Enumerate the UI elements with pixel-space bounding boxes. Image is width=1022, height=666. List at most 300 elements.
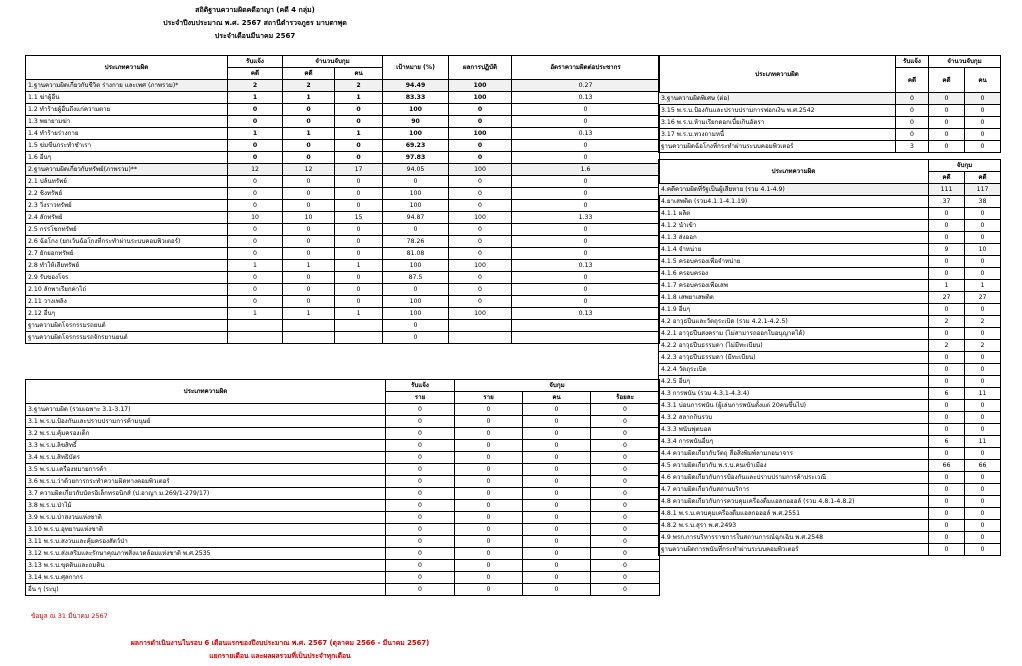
report-count: 0 [896, 93, 929, 105]
offence-name: 2.3 วิ่งราวทรัพย์ [26, 200, 228, 212]
table-row [26, 224, 660, 236]
crime-rate: 0 [512, 224, 660, 236]
table-row [659, 292, 1001, 304]
offence-name: 2.5 กรรโชกทรัพย์ [26, 224, 228, 236]
table-row [659, 400, 1001, 412]
arrest-case-count: 1 [929, 280, 965, 292]
table-row [26, 452, 660, 464]
arrest-count: 0 [455, 560, 523, 572]
person-count: 0 [523, 464, 591, 476]
arrest-count: 0 [455, 404, 523, 416]
target-percent: 94.87 [383, 212, 449, 224]
col-header-arrest-case: คดี [283, 68, 335, 80]
arrest-case-count: 0 [929, 268, 965, 280]
result-percent: 0 [449, 116, 512, 128]
report-count: 3 [896, 141, 929, 153]
result-line-1: ผลการดำเนินงานในรอบ 6 เดือนแรกของปีงบประมาณ พ.ศ. 2567 (ตุลาคม 2566 - มีนาคม 2567) [130, 639, 430, 647]
arrest-person-count: 0 [965, 352, 1001, 364]
report-count: 0 [386, 488, 455, 500]
offence-name: 4.2.2 อาวุธปืนธรรมดา (ไม่มีทะเบียน) [659, 340, 929, 352]
report-count: 0 [386, 536, 455, 548]
arrest-count: 0 [455, 512, 523, 524]
table-row [659, 196, 1001, 208]
special-offence-table [25, 379, 660, 596]
report-count: 0 [228, 116, 283, 128]
offence-name: 4.4 ความผิดเกี่ยวกับวัตถุ สื่อสิ่งพิมพ์ลามกอนาจาร [659, 448, 929, 460]
table-row [26, 152, 660, 164]
arrest-count: 0 [283, 224, 335, 236]
person-count: 1 [335, 260, 383, 272]
arrest-person-count: 0 [965, 472, 1001, 484]
report-count: 0 [386, 548, 455, 560]
person-count: 0 [523, 440, 591, 452]
offence-name: 4.3.4 การพนันอื่นๆ [659, 436, 929, 448]
crime-rate: 0 [512, 200, 660, 212]
offence-name: 4.1.4 จำหน่าย [659, 244, 929, 256]
offence-name: 4.2.4 วัตถุระเบิด [659, 364, 929, 376]
arrest-count: 0 [929, 93, 965, 105]
target-percent: 94.49 [383, 80, 449, 92]
target-percent: 0 [383, 284, 449, 296]
report-count: 0 [896, 105, 929, 117]
arrest-person-count: 0 [965, 256, 1001, 268]
offence-name: 2.6 ฉ้อโกง (ยกเว้นฉ้อโกงที่กระทำผ่านระบบคอมพิวเตอร์) [26, 236, 228, 248]
report-count: 0 [896, 117, 929, 129]
arrest-count: 0 [929, 129, 965, 141]
table-row [659, 105, 1001, 117]
result-percent: 0 [449, 104, 512, 116]
percent: 0 [591, 464, 660, 476]
arrest-person-count: 0 [965, 544, 1001, 556]
table-row [26, 80, 660, 92]
offence-name: 2.4 ลักทรัพย์ [26, 212, 228, 224]
result-percent: 0 [449, 248, 512, 260]
table-row [659, 520, 1001, 532]
report-count: 1 [228, 92, 283, 104]
result-percent: 0 [449, 152, 512, 164]
g3-header-report: รับแจ้ง [386, 380, 455, 392]
offence-name: 2.2 ชิงทรัพย์ [26, 188, 228, 200]
g3-header-arrest-item: ราย [455, 392, 523, 404]
arrest-count: 0 [455, 536, 523, 548]
crime-rate: 0.13 [512, 308, 660, 320]
table-row [26, 188, 660, 200]
report-count: 0 [228, 284, 283, 296]
table-row [26, 272, 660, 284]
person-count: 0 [523, 452, 591, 464]
person-count: 2 [335, 80, 383, 92]
table-row [26, 584, 660, 596]
r2-header-case: คดี [929, 172, 965, 184]
offence-name: 3.13 พ.ร.บ.ขุดดินและถมดิน [26, 560, 386, 572]
target-percent: 0 [383, 320, 449, 332]
arrest-count: 0 [455, 500, 523, 512]
arrest-case-count: 0 [929, 448, 965, 460]
table-row [659, 436, 1001, 448]
arrest-count: 0 [283, 140, 335, 152]
offence-name: 1.5 ข่มขืนกระทำชำเรา [26, 140, 228, 152]
arrest-count: 12 [283, 164, 335, 176]
arrest-person-count: 11 [965, 388, 1001, 400]
arrest-count: 0 [455, 524, 523, 536]
crime-rate: 0 [512, 248, 660, 260]
percent: 0 [591, 560, 660, 572]
offence-name: 4.8 ความผิดเกี่ยวกับการควบคุมเครื่องดื่มแอลกอฮอล์ (รวม 4.8.1-4.8.2) [659, 496, 929, 508]
offence-name: 3.8 พ.ร.บ.ป่าไม้ [26, 500, 386, 512]
percent: 0 [591, 512, 660, 524]
report-count: 0 [386, 524, 455, 536]
offence-name: 4.9 พรก.การบริหารราชการในสถานการณ์ฉุกเฉิน พ.ศ.2548 [659, 532, 929, 544]
offence-name: 4.ยาเสพติด (รวม4.1.1-4.1.19) [659, 196, 929, 208]
table-row [26, 140, 660, 152]
offence-name: 4.5 ความผิดเกี่ยวกับ พ.ร.บ.คนเข้าเมือง [659, 460, 929, 472]
result-percent: 0 [449, 296, 512, 308]
table-row [26, 116, 660, 128]
person-count: 0 [335, 284, 383, 296]
target-percent: 87.5 [383, 272, 449, 284]
person-count: 0 [523, 524, 591, 536]
arrest-case-count: 0 [929, 412, 965, 424]
offence-name: 1.1 ฆ่าผู้อื่น [26, 92, 228, 104]
report-count: 0 [386, 476, 455, 488]
arrest-person-count: 0 [965, 412, 1001, 424]
table-row [26, 440, 660, 452]
result-percent: 0 [449, 236, 512, 248]
crime-rate: 0 [512, 176, 660, 188]
arrest-count: 0 [455, 488, 523, 500]
crime-rate [512, 320, 660, 332]
report-count: 0 [386, 560, 455, 572]
percent: 0 [591, 584, 660, 596]
offence-name: 4.7 ความผิดเกี่ยวกับสถานบริการ [659, 484, 929, 496]
crime-rate: 0 [512, 188, 660, 200]
target-percent: 83.33 [383, 92, 449, 104]
target-percent: 100 [383, 260, 449, 272]
arrest-person-count: 0 [965, 532, 1001, 544]
arrest-count: 0 [283, 116, 335, 128]
person-count: 0 [523, 476, 591, 488]
person-count: 0 [523, 488, 591, 500]
person-count: 0 [335, 248, 383, 260]
arrest-case-count: 0 [929, 352, 965, 364]
table-row [659, 256, 1001, 268]
person-count: 0 [335, 272, 383, 284]
person-count: 0 [523, 572, 591, 584]
arrest-person-count: 0 [965, 376, 1001, 388]
arrest-case-count: 0 [929, 256, 965, 268]
arrest-person-count: 27 [965, 292, 1001, 304]
arrest-case-count: 0 [929, 532, 965, 544]
table-row [659, 532, 1001, 544]
arrest-count: 0 [283, 188, 335, 200]
crime-rate: 0.13 [512, 128, 660, 140]
person-count: 0 [523, 560, 591, 572]
person-count: 0 [523, 584, 591, 596]
state-victim-table [658, 159, 1001, 556]
report-count [228, 332, 283, 344]
offence-name: 3.ฐานความผิด (รวมเฉพาะ 3.1-3.17) [26, 404, 386, 416]
table-row [659, 508, 1001, 520]
offence-name: 3.9 พ.ร.บ.ป่าสงวนแห่งชาติ [26, 512, 386, 524]
result-percent: 0 [449, 224, 512, 236]
arrest-case-count: 6 [929, 388, 965, 400]
g3-header-percent: ร้อยละ [591, 392, 660, 404]
crime-rate: 1.6 [512, 164, 660, 176]
table-row [26, 500, 660, 512]
arrest-count: 2 [283, 80, 335, 92]
offence-name: 1.6 อื่นๆ [26, 152, 228, 164]
offence-name: 4.8.1 พ.ร.บ.ควบคุมเครื่องดื่มแอลกอฮอล์ พ.ศ.2551 [659, 508, 929, 520]
report-count: 0 [228, 104, 283, 116]
percent: 0 [591, 500, 660, 512]
crime-rate: 0.27 [512, 80, 660, 92]
special-offence-cont-table [658, 55, 1001, 153]
offence-name: 4.3.1 บ่อนการพนัน (ผู้เล่นการพนันตั้งแต่ 20คนขึ้นไป) [659, 400, 929, 412]
offence-name: 1.4 ทำร้ายร่างกาย [26, 128, 228, 140]
offence-name: 4.1.1 ผลิต [659, 208, 929, 220]
offence-name: 4.1.6 ครอบครอง [659, 268, 929, 280]
result-percent: 100 [449, 164, 512, 176]
result-percent: 100 [449, 92, 512, 104]
arrest-count: 0 [455, 572, 523, 584]
arrest-case-count: 0 [929, 508, 965, 520]
report-count: 0 [386, 428, 455, 440]
report-count: 0 [386, 572, 455, 584]
r1-header-arrest-case: คดี [929, 68, 965, 93]
r1-header-type: ประเภทความผิด [659, 56, 896, 93]
arrest-case-count: 66 [929, 460, 965, 472]
arrest-count [283, 320, 335, 332]
person-count: 0 [965, 129, 1001, 141]
data-as-of-note: ข้อมูล ณ 31 มีนาคม 2567 [31, 612, 108, 620]
arrest-case-count: 0 [929, 220, 965, 232]
report-count: 0 [896, 129, 929, 141]
offence-name: 3.16 พ.ร.บ.ห้ามเรียกดอกเบี้ยเกินอัตรา [659, 117, 896, 129]
offence-name: 4.3.2 สลากกินรวบ [659, 412, 929, 424]
result-percent: 100 [449, 212, 512, 224]
result-line-2: แยกรายเดือน และผลผลรวมที่เป็นประจำทุกเดือน [209, 652, 351, 660]
arrest-case-count: 0 [929, 232, 965, 244]
arrest-count: 0 [283, 236, 335, 248]
offence-name: 2.8 ทำให้เสียทรัพย์ [26, 260, 228, 272]
table-row [26, 572, 660, 584]
arrest-person-count: 38 [965, 196, 1001, 208]
offence-name: 2.1 ปล้นทรัพย์ [26, 176, 228, 188]
report-count: 0 [386, 464, 455, 476]
target-percent: 0 [383, 224, 449, 236]
arrest-case-count: 0 [929, 328, 965, 340]
table-row [659, 388, 1001, 400]
person-count: 1 [335, 128, 383, 140]
table-row [26, 416, 660, 428]
arrest-count: 1 [283, 308, 335, 320]
table-row [26, 464, 660, 476]
target-percent: 69.23 [383, 140, 449, 152]
person-count: 1 [335, 308, 383, 320]
target-percent: 97.83 [383, 152, 449, 164]
table-row [26, 560, 660, 572]
offence-name: 3.6 พ.ร.บ.ว่าด้วยการกระทำความผิดทางคอมพิวเตอร์ [26, 476, 386, 488]
person-count [335, 332, 383, 344]
person-count: 0 [965, 105, 1001, 117]
offence-name: 3.7 ความผิดเกี่ยวกับบัตรอิเล็กทรอนิกส์ (ป.อาญา ม.269/1-279/17) [26, 488, 386, 500]
report-count: 0 [386, 584, 455, 596]
table-row [26, 296, 660, 308]
person-count: 0 [335, 152, 383, 164]
crime-rate: 0 [512, 296, 660, 308]
result-percent: 0 [449, 284, 512, 296]
person-count: 0 [335, 140, 383, 152]
arrest-case-count: 6 [929, 436, 965, 448]
arrest-count: 1 [283, 260, 335, 272]
person-count: 0 [965, 93, 1001, 105]
arrest-case-count: 0 [929, 208, 965, 220]
table-row [659, 129, 1001, 141]
table-row [26, 548, 660, 560]
crime-rate: 0 [512, 104, 660, 116]
report-count: 2 [228, 80, 283, 92]
arrest-count: 0 [929, 141, 965, 153]
person-count: 0 [335, 236, 383, 248]
arrest-person-count: 0 [965, 268, 1001, 280]
report-period: ประจำเดือนมีนาคม 2567 [214, 32, 296, 40]
arrest-case-count: 0 [929, 304, 965, 316]
offence-name: 4.2.3 อาวุธปืนธรรมดา (มีทะเบียน) [659, 352, 929, 364]
table-row [26, 164, 660, 176]
table-row [659, 316, 1001, 328]
arrest-person-count: 0 [965, 364, 1001, 376]
percent: 0 [591, 536, 660, 548]
arrest-case-count: 2 [929, 340, 965, 352]
result-percent: 0 [449, 176, 512, 188]
target-percent: 78.26 [383, 236, 449, 248]
person-count: 0 [335, 224, 383, 236]
result-percent: 100 [449, 80, 512, 92]
arrest-count: 1 [283, 128, 335, 140]
r2-header-person: คดี [965, 172, 1001, 184]
table-row [659, 304, 1001, 316]
percent: 0 [591, 548, 660, 560]
offence-name: 3.3 พ.ร.บ.ลิขสิทธิ์ [26, 440, 386, 452]
table-row [659, 448, 1001, 460]
arrest-count: 0 [929, 105, 965, 117]
table-row [659, 472, 1001, 484]
offence-name: 4.2 อาวุธปืนและวัตถุระเบิด (รวม 4.2.1-4.2.5) [659, 316, 929, 328]
offence-name: 4.1.2 นำเข้า [659, 220, 929, 232]
crime-rate: 0 [512, 284, 660, 296]
arrest-count: 0 [929, 117, 965, 129]
table-row [26, 248, 660, 260]
offence-name: ฐานความผิดการพนันที่กระทำผ่านระบบคอมพิวเตอร์ [659, 544, 929, 556]
offence-name: 4.6 ความผิดเกี่ยวกับการป้องกันและปราบปรามการค้าประเวณี [659, 472, 929, 484]
arrest-case-count: 9 [929, 244, 965, 256]
table-row [659, 141, 1001, 153]
result-percent: 0 [449, 272, 512, 284]
percent: 0 [591, 572, 660, 584]
table-row [659, 268, 1001, 280]
result-percent [449, 320, 512, 332]
target-percent: 0 [383, 176, 449, 188]
col-header-target: เป้าหมาย (%) [383, 56, 449, 80]
offence-name: 4.คดีความผิดที่รัฐเป็นผู้เสียหาย (รวม 4.1-4.9) [659, 184, 929, 196]
percent: 0 [591, 524, 660, 536]
arrest-case-count: 2 [929, 316, 965, 328]
g3-header-arrest-person: คน [523, 392, 591, 404]
offence-name: 3.ฐานความผิดพิเศษ (ต่อ) [659, 93, 896, 105]
crime-rate: 0 [512, 272, 660, 284]
table-row [659, 496, 1001, 508]
arrest-count: 0 [455, 476, 523, 488]
report-count: 1 [228, 260, 283, 272]
offence-name: 2.10 ลักพาเรียกค่าไถ่ [26, 284, 228, 296]
arrest-count: 0 [455, 428, 523, 440]
target-percent: 100 [383, 104, 449, 116]
person-count: 0 [523, 512, 591, 524]
offence-name: 3.11 พ.ร.บ.สงวนและคุ้มครองสัตว์ป่า [26, 536, 386, 548]
report-count: 12 [228, 164, 283, 176]
g3-header-type: ประเภทความผิด [26, 380, 386, 404]
report-count [228, 320, 283, 332]
arrest-case-count: 0 [929, 484, 965, 496]
table-row [659, 340, 1001, 352]
table-row [26, 92, 660, 104]
table-row [659, 352, 1001, 364]
table-row [659, 328, 1001, 340]
group3-rows [26, 404, 660, 596]
person-count: 0 [523, 428, 591, 440]
result-percent: 0 [449, 140, 512, 152]
table-row [26, 488, 660, 500]
person-count: 0 [335, 176, 383, 188]
person-count: 0 [523, 500, 591, 512]
table-row [659, 544, 1001, 556]
table-row [26, 320, 660, 332]
report-count: 0 [228, 176, 283, 188]
arrest-count: 1 [283, 92, 335, 104]
target-percent: 100 [383, 296, 449, 308]
table-row [26, 332, 660, 344]
table-row [26, 428, 660, 440]
target-percent: 81.08 [383, 248, 449, 260]
table-row [26, 404, 660, 416]
arrest-count: 0 [283, 152, 335, 164]
table-row [659, 184, 1001, 196]
r2-rows [659, 184, 1001, 556]
offence-name: 4.1.5 ครอบครองเพื่อจำหน่าย [659, 256, 929, 268]
person-count: 0 [523, 536, 591, 548]
offence-name: 3.10 พ.ร.บ.อุทยานแห่งชาติ [26, 524, 386, 536]
offence-name: 3.4 พ.ร.บ.สิทธิบัตร [26, 452, 386, 464]
crime-rate: 0 [512, 116, 660, 128]
report-subtitle: ประจำปีงบประมาณ พ.ศ. 2567 สถานีตำรวจภูธร มาบตาพุด [163, 19, 347, 27]
percent: 0 [591, 476, 660, 488]
r1-header-arrest-person: คน [965, 68, 1001, 93]
report-count: 0 [386, 512, 455, 524]
table-row [26, 284, 660, 296]
offence-name: 3.17 พ.ร.บ.ทวงถามหนี้ [659, 129, 896, 141]
table-row [26, 512, 660, 524]
arrest-case-count: 0 [929, 424, 965, 436]
percent: 0 [591, 452, 660, 464]
table-row [26, 128, 660, 140]
arrest-case-count: 0 [929, 520, 965, 532]
offence-name: 1.3 พยายามฆ่า [26, 116, 228, 128]
crime-rate: 0.13 [512, 260, 660, 272]
result-percent: 0 [449, 188, 512, 200]
person-count: 0 [965, 117, 1001, 129]
offence-name: 3.5 พ.ร.บ.เครื่องหมายการค้า [26, 464, 386, 476]
table-row [659, 280, 1001, 292]
